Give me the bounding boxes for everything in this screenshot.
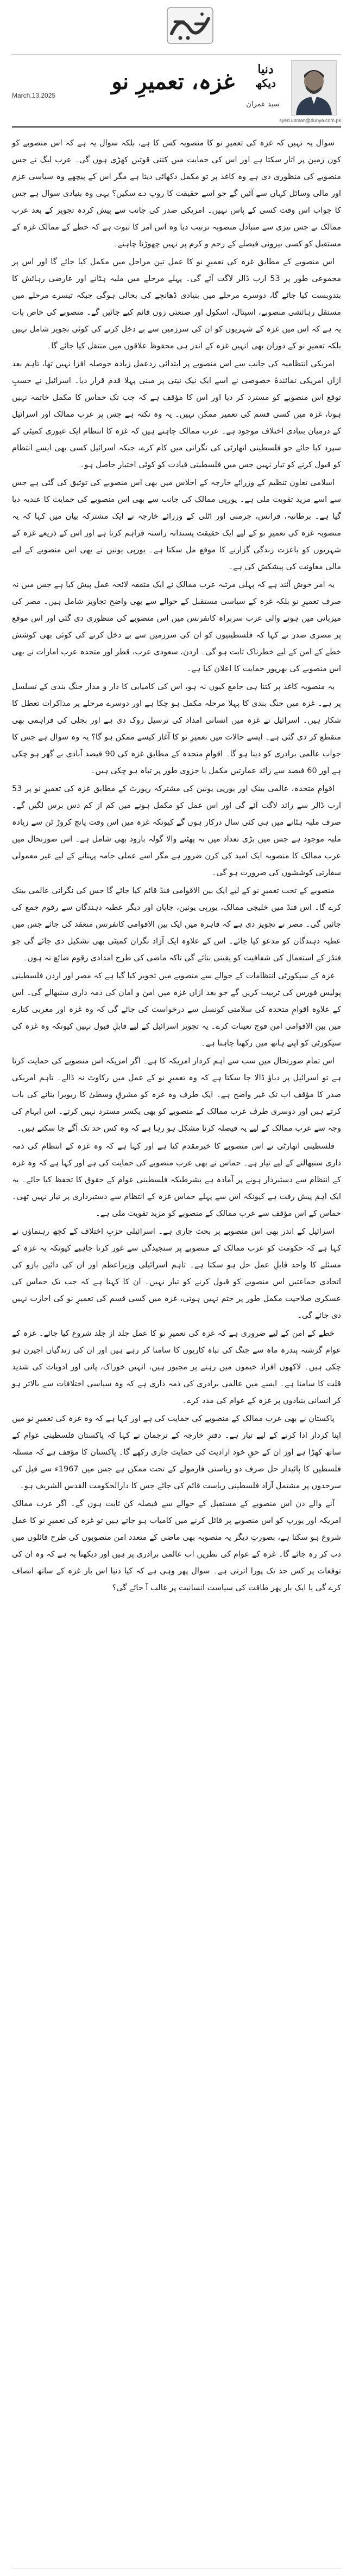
author-photo <box>291 60 337 116</box>
column-header <box>12 55 341 127</box>
publish-date: March,13,2025 <box>12 92 56 99</box>
paragraph: فلسطینی اتھارٹی نے اس منصوبے کا خیرمقدم کیا ہے اور کہا ہے کہ وہ غزہ کے انتظام کی ذمہ داری سنبھالنے کے لیے تیار ہے۔ حماس نے بھی عرب منصوبے کی حمایت کی ہے اور کہا ہے کہ وہ غزہ کے انتظام سے دستبردار ہونے پر آمادہ ہے بشرطیکہ فلسطینی عوام کے حقوق کا تحفظ کیا جائے۔ یہ ایک اہم پیش رفت ہے کیونکہ اس سے پہلے حماس غزہ کے انتظام سے دستبرداری پر تیار نہیں تھی۔ حماس کے اس مؤقف سے عرب ممالک کے منصوبے کو مزید تقویت ملی ہے۔ <box>12 1142 341 1218</box>
paragraph: اقوامِ متحدہ، عالمی بینک اور یورپی یونین کی مشترکہ رپورٹ کے مطابق غزہ کی تعمیرِ نو پر 53 ارب ڈالر سے زائد لاگت آئے گی اور اس عمل کو مکمل ہونے میں کم از کم دس برس لگیں گے۔ صرف ملبہ ہٹانے میں ہی کئی سال درکار ہوں گے کیونکہ غزہ میں اس وقت پانچ کروڑ ٹن سے زیادہ ملبہ موجود ہے جس میں بڑی تعداد میں نہ پھٹنے والا گولہ بارود بھی شامل ہے۔ اس صورتحال میں عرب ممالک کا منصوبہ ایک امید کی کرن ضرور ہے مگر اسے عملی جامہ پہنانے کے لیے غیر معمولی سفارتی کوششوں کی ضرورت ہو گی۔ <box>12 785 341 877</box>
brand-line2: دیکھ <box>255 76 276 90</box>
logo-image <box>164 2 216 51</box>
author-avatar-icon <box>292 61 336 115</box>
paragraph: خطے کے امن کے لیے ضروری ہے کہ غزہ کی تعمیرِ نو کا عمل جلد از جلد شروع کیا جائے۔ غزہ کے عوام گزشتہ پندرہ ماہ سے جنگ کی تباہ کاریوں کا سامنا کر رہے ہیں اور ان کی زندگیاں اجیرن ہو چکی ہیں۔ لاکھوں افراد خیموں میں رہنے پر مجبور ہیں، انہیں خوراک، پانی اور ادویات کی شدید قلت کا سامنا ہے۔ ایسے میں عالمی برادری کی ذمہ داری ہے کہ وہ سیاسی اختلافات سے بالاتر ہو کر انسانی بنیادوں پر غزہ کے عوام کی مدد کرے۔ <box>12 1329 341 1405</box>
paragraph: اسرائیل کے اندر بھی اس منصوبے پر بحث جاری ہے۔ اسرائیلی حزبِ اختلاف کے کچھ رہنماؤں نے کہا ہے کہ حکومت کو عرب ممالک کے منصوبے پر سنجیدگی سے غور کرنا چاہیے کیونکہ یہ غزہ کے مسئلے کا واحد قابلِ عمل حل ہو سکتا ہے۔ تاہم اسرائیلی وزیراعظم اور ان کی دائیں بازو کی اتحادی جماعتیں اس منصوبے کو قبول کرنے کو تیار نہیں۔ ان کا کہنا ہے کہ جب تک حماس کی عسکری صلاحیت مکمل طور پر ختم نہیں ہوتی، غزہ میں کسی قسم کی تعمیرِ نو کی اجازت نہیں دی جائے گی۔ <box>12 1227 341 1320</box>
paragraph: اس تمام صورتحال میں سب سے اہم کردار امریکہ کا ہے۔ اگر امریکہ اس منصوبے کی حمایت کرتا ہے تو اسرائیل پر دباؤ ڈالا جا سکتا ہے کہ وہ تعمیرِ نو کے عمل میں رکاوٹ نہ ڈالے۔ تاہم امریکی صدر کا مؤقف اب تک غیر واضح ہے۔ ایک طرف وہ غزہ کو مشرقِ وسطیٰ کا ریویرا بنانے کی بات کرتے ہیں اور دوسری طرف عرب ممالک کے منصوبے کو بھی یکسر مسترد نہیں کرتے۔ اس ابہام کی وجہ سے عرب ممالک کے لیے یہ فیصلہ کرنا مشکل ہو رہا ہے کہ وہ کس حد تک آگے جا سکتے ہیں۔ <box>12 1057 341 1133</box>
paragraph: پاکستان نے بھی عرب ممالک کے منصوبے کی حمایت کی ہے اور کہا ہے کہ وہ غزہ کی تعمیرِ نو میں اپنا کردار ادا کرنے کے لیے تیار ہے۔ دفترِ خارجہ کے ترجمان نے کہا کہ پاکستان فلسطینی عوام کے ساتھ کھڑا ہے اور ان کے حقِ خود ارادیت کی حمایت جاری رکھے گا۔ پاکستان کا مؤقف ہے کہ مسئلہ فلسطین کا پائیدار حل صرف دو ریاستی فارمولے کے تحت ممکن ہے جس میں 1967ء سے قبل کی سرحدوں پر مشتمل آزاد فلسطینی ریاست قائم کی جائے جس کا دارالحکومت القدس الشریف ہو۔ <box>12 1414 341 1490</box>
column-title: غزہ، تعمیرِ نو <box>111 69 235 94</box>
paragraph: یہ منصوبہ کاغذ پر کتنا ہی جامع کیوں نہ ہو، اس کی کامیابی کا دار و مدار جنگ بندی کے تسلسل پر ہے۔ غزہ میں جنگ بندی کا پہلا مرحلہ مکمل ہو چکا ہے اور دوسرے مرحلے پر مذاکرات تعطل کا شکار ہیں۔ اسرائیل نے غزہ میں انسانی امداد کی ترسیل روک دی ہے اور بجلی کی فراہمی بھی منقطع کر دی گئی ہے۔ ایسے حالات میں تعمیرِ نو کا آغاز کیسے ممکن ہو گا؟ یہ وہ سوال ہے جس کا جواب عالمی برادری کو دینا ہو گا۔ اقوامِ متحدہ کے مطابق غزہ کی 90 فیصد آبادی بے گھر ہو چکی ہے اور 60 فیصد سے زائد عمارتیں مکمل یا جزوی طور پر تباہ ہو چکی ہیں۔ <box>12 683 341 775</box>
article-body <box>12 135 341 1597</box>
paragraph: آنے والے دن اس منصوبے کے مستقبل کے حوالے سے فیصلہ کن ثابت ہوں گے۔ اگر عرب ممالک امریکہ اور یورپ کو اس منصوبے پر قائل کرنے میں کامیاب ہو جاتے ہیں تو غزہ کی تعمیرِ نو کا عمل شروع ہو سکتا ہے، بصورتِ دیگر یہ منصوبہ بھی ماضی کے متعدد امن منصوبوں کی طرح فائلوں میں دب کر رہ جائے گا۔ غزہ کے عوام کی نظریں اب عالمی برادری پر ہیں اور دیکھنا یہ ہے کہ وہ ان کی توقعات پر کس حد تک پورا اترتی ہے۔ سوال پھر وہی ہے کہ کیا دنیا اس بار غزہ کے ساتھ انصاف کرے گی یا ایک بار پھر طاقت کی سیاست انسانیت پر غالب آ جائے گی؟ <box>12 1500 341 1592</box>
paragraph: غزہ کے سیکورٹی انتظامات کے حوالے سے منصوبے میں تجویز کیا گیا ہے کہ مصر اور اردن فلسطینی پولیس فورس کی تربیت کریں گے جو بعد ازاں غزہ میں امن و امان کی ذمہ داری سنبھالے گی۔ اس کے علاوہ اقوامِ متحدہ کی سلامتی کونسل سے درخواست کی جائے گی کہ وہ غزہ اور مغربی کنارے میں بین الاقوامی امن فوج تعینات کرے۔ یہ تجویز اسرائیل کے لیے قابلِ قبول نہیں کیونکہ وہ غزہ کی سیکورٹی کو اپنے ہاتھ میں رکھنا چاہتا ہے۔ <box>12 972 341 1048</box>
paragraph: امریکی انتظامیہ کی جانب سے اس منصوبے پر ابتدائی ردعمل زیادہ حوصلہ افزا نہیں تھا، تاہم بعد ازاں امریکی نمائندۂ خصوصی نے اسے ایک نیک نیتی پر مبنی پہلا قدم قرار دیا۔ اسرائیل نے حسبِ توقع اس منصوبے کو مسترد کر دیا اور اس کا مؤقف ہے کہ جب تک حماس کا مکمل خاتمہ نہیں ہوتا، غزہ میں کسی قسم کی تعمیر ممکن نہیں۔ یہ وہ نکتہ ہے جس پر عرب ممالک اور اسرائیل کے درمیان بنیادی اختلاف موجود ہے۔ عرب ممالک چاہتے ہیں کہ غزہ کا انتظام ایک عبوری کمیٹی کے سپرد کیا جائے جو فلسطینی اتھارٹی کی نگرانی میں کام کرے، جبکہ اسرائیل کسی بھی ایسے انتظام کو قبول کرنے کو تیار نہیں جس میں فلسطینی قیادت کو کوئی اختیار حاصل ہو۔ <box>12 360 341 469</box>
author-email[interactable]: syed.usman@dunya.com.pk <box>279 118 341 123</box>
paragraph: منصوبے کے تحت تعمیرِ نو کے لیے ایک بین الاقوامی فنڈ قائم کیا جائے گا جس کی نگرانی عالمی بینک کرے گا۔ اس فنڈ میں خلیجی ممالک، یورپی یونین، جاپان اور دیگر عطیہ دہندگان سے رقوم جمع کی جائیں گی۔ مصر نے تجویز دی ہے کہ قاہرہ میں ایک بین الاقوامی کانفرنس منعقد کی جائے جس میں عطیہ دہندگان کو مدعو کیا جائے۔ اس کے علاوہ ایک آزاد نگران کمیٹی بھی تشکیل دی جائے گی جو فنڈز کے استعمال کی شفافیت کو یقینی بنائے گی تاکہ ماضی کی طرح امدادی رقوم ضائع نہ ہوں۔ <box>12 887 341 962</box>
masthead <box>12 0 341 55</box>
paragraph: سوال یہ نہیں کہ غزہ کی تعمیرِ نو کا منصوبہ کس کا ہے، بلکہ سوال یہ ہے کہ اس منصوبے کو کون زمین پر اتار سکتا ہے اور اس کی حمایت میں کتنی قوتیں کھڑی ہوں گی۔ عرب لیگ نے جس منصوبے کی منظوری دی ہے وہ کاغذ پر تو مکمل دکھائی دیتا ہے مگر اس کے پیچھے وہ سیاسی عزم اور مالی وسائل کہاں سے آئیں گے جو اسے حقیقت کا روپ دے سکیں؟ یہی وہ بنیادی سوال ہے جس کا جواب اس وقت کسی کے پاس نہیں۔ امریکی صدر کی جانب سے پیش کردہ تجویز کے بعد عرب ممالک نے جس تیزی سے متبادل منصوبہ ترتیب دیا وہ اس امر کا ثبوت ہے کہ خطے کے ممالک غزہ کے مستقبل کو کسی بیرونی فیصلے کے رحم و کرم پر نہیں چھوڑنا چاہتے۔ <box>12 139 341 248</box>
paragraph: یہ امر خوش آئند ہے کہ پہلی مرتبہ عرب ممالک نے ایک متفقہ لائحہ عمل پیش کیا ہے جس میں نہ صرف تعمیرِ نو بلکہ غزہ کے سیاسی مستقبل کے حوالے سے بھی واضح تجاویز شامل ہیں۔ مصر کی میزبانی میں ہونے والی عرب سربراہ کانفرنس میں اس منصوبے کی منظوری دی گئی اور اس موقع پر مصری صدر نے کہا کہ فلسطینیوں کو ان کی سرزمین سے بے دخل کرنے کی کوئی بھی کوشش خطے کے امن کے لیے خطرناک ثابت ہو گی۔ اردن، سعودی عرب، قطر اور متحدہ عرب امارات نے بھی اس منصوبے کی بھرپور حمایت کا اعلان کیا ہے۔ <box>12 581 341 673</box>
column-brand <box>247 62 285 90</box>
paragraph: اسلامی تعاون تنظیم کے وزرائے خارجہ کے اجلاس میں بھی اس منصوبے کی توثیق کی گئی ہے جس سے اسے مزید تقویت ملی ہے۔ یورپی ممالک کی جانب سے بھی اس منصوبے کی حمایت کا عندیہ دیا گیا ہے۔ برطانیہ، فرانس، جرمنی اور اٹلی کے وزرائے خارجہ نے ایک مشترکہ بیان میں کہا کہ یہ منصوبہ غزہ کی تعمیرِ نو کے لیے ایک حقیقت پسندانہ راستہ فراہم کرتا ہے اور اس کے ذریعے غزہ کے شہریوں کو باعزت زندگی گزارنے کا موقع مل سکتا ہے۔ یورپی یونین نے بھی اس منصوبے کے لیے مالی معاونت کی پیشکش کی ہے۔ <box>12 479 341 571</box>
author-name: سید عمران <box>246 100 280 109</box>
paragraph: اس منصوبے کے مطابق غزہ کی تعمیرِ نو کا عمل تین مراحل میں مکمل کیا جائے گا اور اس پر مجموعی طور پر 53 ارب ڈالر لاگت آئے گی۔ پہلے مرحلے میں ملبہ ہٹانے اور عارضی رہائش کا بندوبست کیا جائے گا، دوسرے مرحلے میں بنیادی ڈھانچے کی بحالی ہوگی جبکہ تیسرے مرحلے میں مستقل رہائشی منصوبے، اسپتال، اسکول اور صنعتی زون قائم کیے جائیں گے۔ منصوبے کی خاص بات یہ ہے کہ اس میں غزہ کے شہریوں کو ان کی سرزمین سے بے دخل کرنے کی کوئی تجویز شامل نہیں بلکہ تعمیرِ نو کے دوران بھی انہیں غزہ کے اندر ہی محفوظ علاقوں میں منتقل کیا جائے گا۔ <box>12 258 341 350</box>
brand-line1: دنیا <box>257 62 274 76</box>
newspaper-logo[interactable] <box>164 2 216 51</box>
